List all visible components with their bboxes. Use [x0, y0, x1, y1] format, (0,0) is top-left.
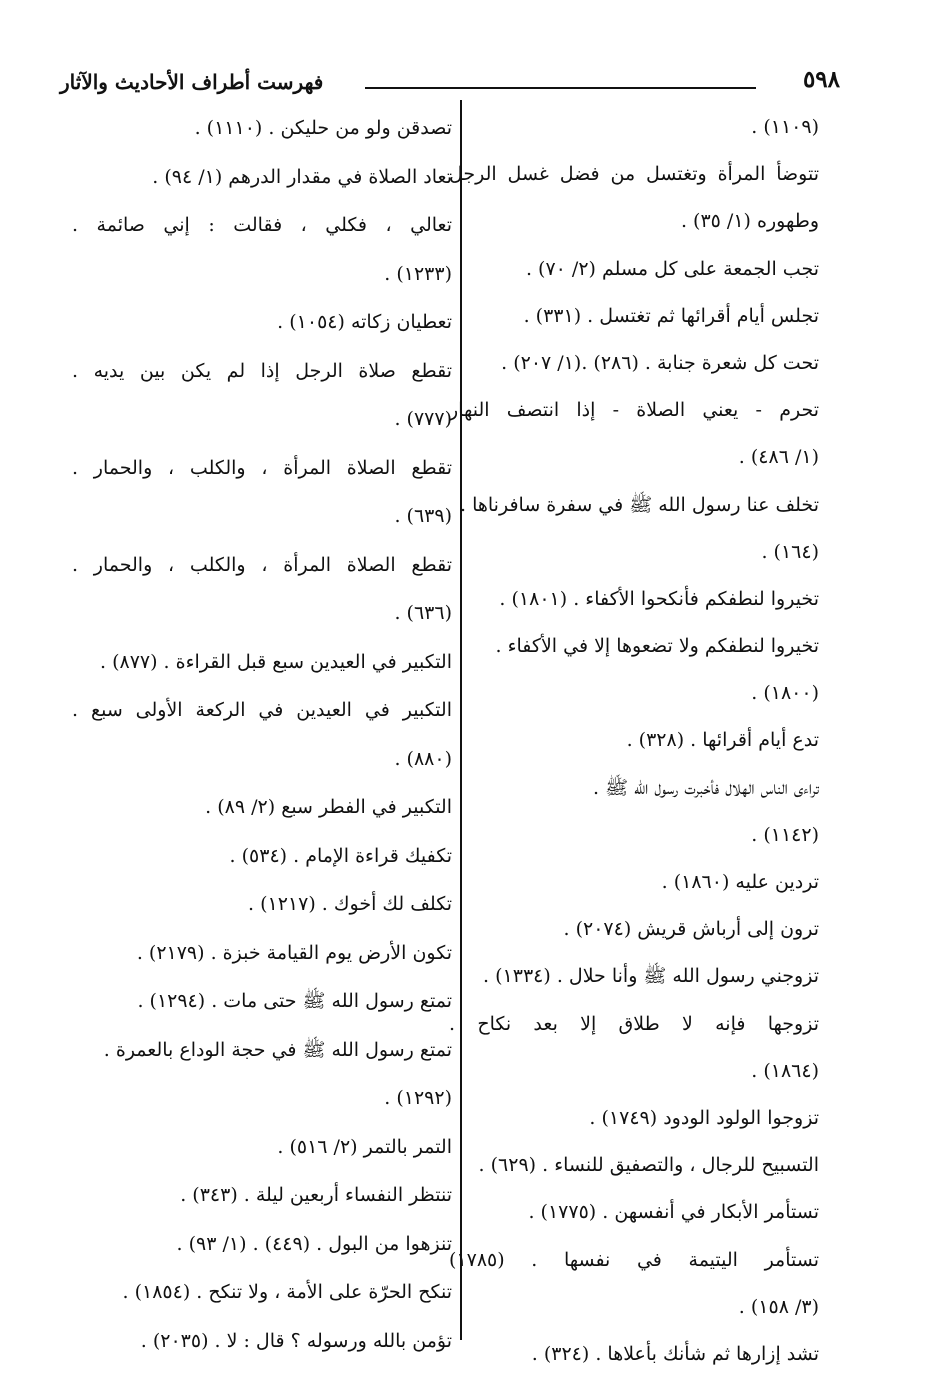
index-entry-line: التكبير في العيدين سبع قبل القراءة . (٨٧٧) .: [99, 650, 452, 673]
index-entry-line: التسبيح للرجال ، والتصفيق للنساء . (٦٢٩) .: [478, 1154, 819, 1177]
index-entry-line: التكبير في الفطر سبع (٢/ ٨٩) .: [205, 796, 452, 818]
index-entry-line: تمتع رسول الله ﷺ حتى مات . (١٢٩٤) .: [137, 990, 452, 1012]
index-entry-line: تعاد الصلاة في مقدار الدرهم (١/ ٩٤) .: [152, 165, 452, 188]
index-entry-line: التمر بالتمر (٢/ ٥١٦) .: [277, 1135, 452, 1158]
index-entry-line: (٨٨٠) .: [394, 747, 452, 770]
index-entry-line: (٣/ ١٥٨) .: [738, 1295, 819, 1318]
index-entry-line: تخلف عنا رسول الله ﷺ في سفرة سافرناها .: [460, 493, 819, 516]
index-entry-line: (٦٣٦) .: [394, 602, 452, 624]
index-entry-line: تراءى الناس الهلال فأخبرت رسول الله ﷺ .: [593, 776, 819, 799]
index-entry-line: (١١٤٢) .: [751, 823, 819, 846]
index-entry-line: تردين عليه (١٨٦٠) .: [661, 871, 819, 893]
index-entry-line: (١١٠٩) .: [751, 116, 819, 138]
index-entry-line: وطهوره (١/ ٣٥) .: [680, 210, 819, 233]
index-entry-line: تعطيان زكاته (١٠٥٤) .: [277, 311, 452, 333]
page-number: ٥٩٨: [802, 66, 840, 93]
right-column: [449, 104, 819, 1378]
index-entry-line: تستأمر الأبكار في أنفسهن . (١٧٧٥) .: [528, 1201, 819, 1224]
index-entry-line: (٦٣٩) .: [394, 505, 452, 527]
index-entry-line: تقطع الصلاة المرأة ، والكلب ، والحمار .: [72, 553, 452, 576]
index-entry-line: تزوجوا الولود الودود (١٧٤٩) .: [589, 1106, 819, 1129]
index-entry-line: تزوجني رسول الله ﷺ وأنا حلال . (١٣٣٤) .: [483, 965, 819, 988]
index-entry-line: تكون الأرض يوم القيامة خبزة . (٢١٧٩) .: [136, 941, 452, 964]
index-entry-line: تجب الجمعة على كل مسلم (٢/ ٧٠) .: [525, 257, 819, 280]
index-entry-line: (١/ ٤٨٦) .: [738, 446, 819, 469]
index-entry-line: تشد إزارها ثم شأنك بأعلاها . (٣٢٤) .: [531, 1342, 819, 1365]
index-entry-line: تنتظر النفساء أربعين ليلة . (٣٤٣) .: [180, 1184, 452, 1206]
index-entry-line: ترون إلى أرباش قريش (٢٠٧٤) .: [563, 918, 819, 941]
index-entry-line: تصدقن ولو من حليكن . (١١١٠) .: [194, 117, 452, 139]
index-entry-line: (١٢٣٣) .: [384, 262, 452, 285]
page-header: [60, 62, 840, 106]
index-entry-line: التكبير في العيدين في الركعة الأولى سبع .: [72, 699, 452, 721]
index-entry-line: (١٨٠٠) .: [751, 682, 819, 705]
index-entry-line: تكفيك قراءة الإمام . (٥٣٤) .: [229, 844, 452, 867]
index-entry-line: تحرم - يعني الصلاة - إذا انتصف النهار: [449, 399, 819, 422]
index-entry-line: تستأمر اليتيمة في نفسها . (١٧٨٥): [449, 1248, 819, 1271]
index-entry-line: تقطع صلاة الرجل إذا لم يكن بين يديه .: [72, 359, 452, 382]
index-entry-line: تنكح الحرّة على الأمة ، ولا تنكح . (١٨٥٤) .: [122, 1281, 452, 1303]
index-entry-line: تحت كل شعرة جنابة . (٢٨٦) .(١/ ٢٠٧) .: [501, 351, 819, 374]
index-entry-line: تكلف لك أخوك . (١٢١٧) .: [248, 893, 452, 915]
index-entry-line: تخيروا لنطفكم ولا تضعوها إلا في الأكفاء .: [495, 635, 819, 658]
index-entry-line: (١٢٩٢) .: [384, 1087, 452, 1109]
left-column: [72, 104, 452, 1365]
index-entry-line: تقطع الصلاة المرأة ، والكلب ، والحمار .: [72, 456, 452, 479]
index-entry-line: (٧٧٧) .: [394, 408, 452, 430]
index-entry-line: تجلس أيام أقرائها ثم تغتسل . (٣٣١) .: [523, 304, 819, 327]
index-entry-line: تزوجها فإنه لا طلاق إلا بعد نكاح .: [449, 1012, 819, 1035]
index-entry-line: تنزهوا من البول . (٤٤٩) . (١/ ٩٣) .: [176, 1232, 452, 1255]
index-entry-line: تتوضأ المرأة وتغتسل من فضل غسل الرجل: [449, 163, 819, 186]
index-entry-line: (١٦٤) .: [761, 540, 819, 563]
header-rule: [365, 87, 756, 89]
index-entry-line: تعالي ، فكلي ، فقالت : إني صائمة .: [72, 214, 452, 236]
index-entry-line: تخيروا لنطفكم فأنكحوا الأكفاء . (١٨٠١) .: [499, 587, 819, 610]
index-entry-line: تؤمن بالله ورسوله ؟ قال : لا . (٢٠٣٥) .: [140, 1329, 452, 1352]
running-title: فهرست أطراف الأحاديث والآثار: [60, 70, 324, 94]
index-entry-line: تدع أيام أقرائها . (٣٢٨) .: [626, 729, 819, 752]
index-entry-line: (١٨٦٤) .: [751, 1059, 819, 1082]
index-entry-line: تمتع رسول الله ﷺ في حجة الوداع بالعمرة .: [103, 1038, 452, 1061]
